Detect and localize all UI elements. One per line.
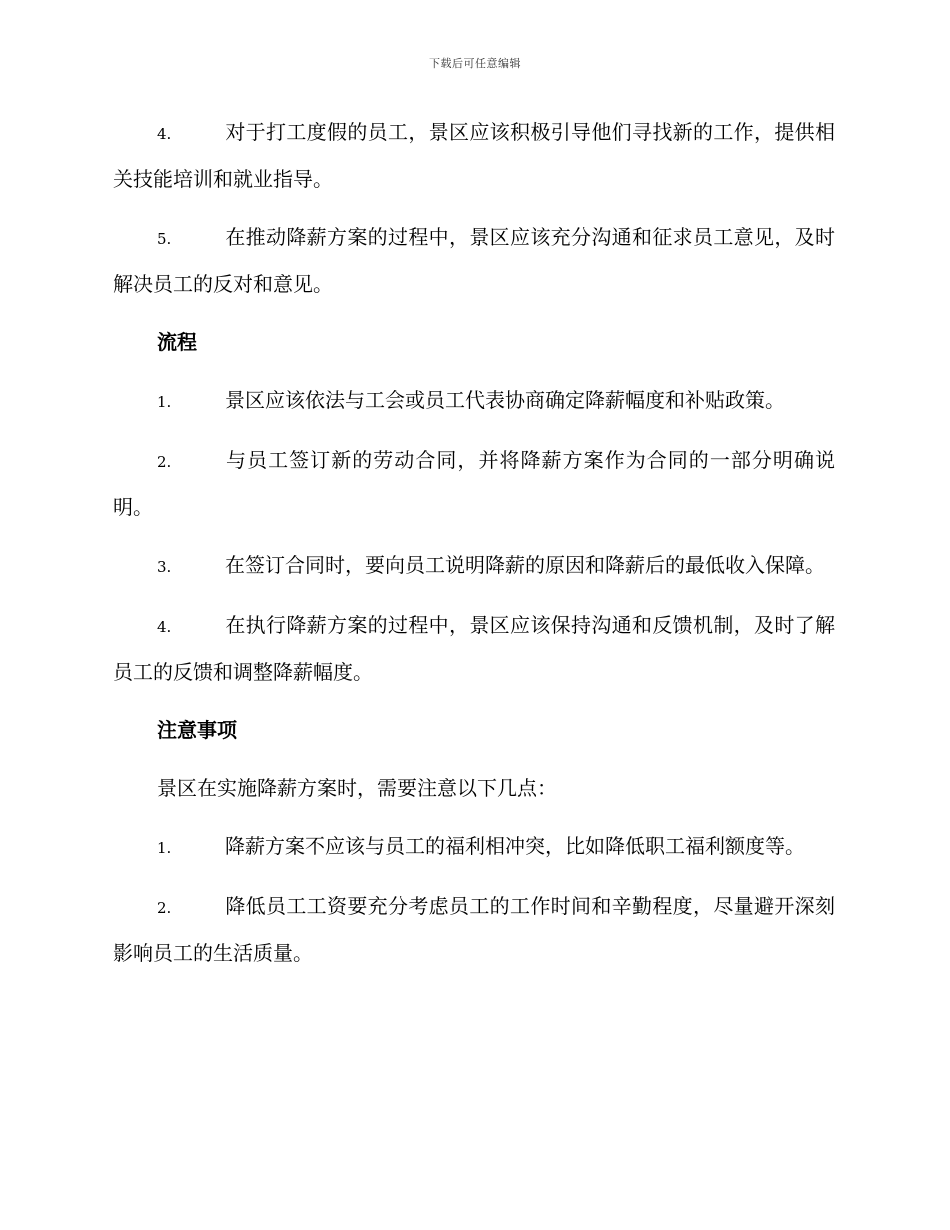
list-item-text: 与员工签订新的劳动合同，并将降薪方案作为合同的一部分明确说明。 — [113, 448, 835, 519]
list-item-text: 降低员工工资要充分考虑员工的工作时间和辛勤程度，尽量避开深刻影响员工的生活质量。 — [113, 894, 835, 965]
list-item — [113, 378, 835, 425]
list-item-text: 在执行降薪方案的过程中，景区应该保持沟通和反馈机制，及时了解员工的反馈和调整降薪幅度。 — [113, 613, 835, 684]
list-item-number: 3. — [157, 558, 172, 576]
list-item — [113, 884, 835, 976]
list-item — [113, 603, 835, 695]
notes-intro: 景区在实施降薪方案时，需要注意以下几点： — [157, 776, 557, 800]
section-heading-process: 流程 — [157, 330, 197, 354]
list-item-number: 2. — [157, 453, 172, 471]
list-item — [113, 215, 835, 307]
list-item-text: 对于打工度假的员工，景区应该积极引导他们寻找新的工作，提供相关技能培训和就业指导。 — [113, 120, 835, 191]
list-item-number: 4. — [157, 125, 172, 143]
section-heading-notes: 注意事项 — [157, 718, 237, 742]
list-item-text: 在推动降薪方案的过程中，景区应该充分沟通和征求员工意见，及时解决员工的反对和意见。 — [113, 225, 835, 296]
list-item — [113, 824, 835, 871]
list-item-number: 2. — [157, 899, 172, 917]
list-item — [113, 543, 835, 590]
document-body — [113, 110, 835, 989]
page-header: 下载后可任意编辑 — [429, 57, 521, 70]
list-item-number: 1. — [157, 839, 172, 857]
list-item — [113, 438, 835, 530]
list-item-number: 1. — [157, 393, 172, 411]
list-item-number: 5. — [157, 230, 172, 248]
list-item-text: 景区应该依法与工会或员工代表协商确定降薪幅度和补贴政策。 — [225, 388, 785, 412]
list-item-number: 4. — [157, 618, 172, 636]
list-item — [113, 110, 835, 202]
list-item-text: 在签订合同时，要向员工说明降薪的原因和降薪后的最低收入保障。 — [225, 553, 825, 577]
list-item-text: 降薪方案不应该与员工的福利相冲突，比如降低职工福利额度等。 — [225, 834, 805, 858]
